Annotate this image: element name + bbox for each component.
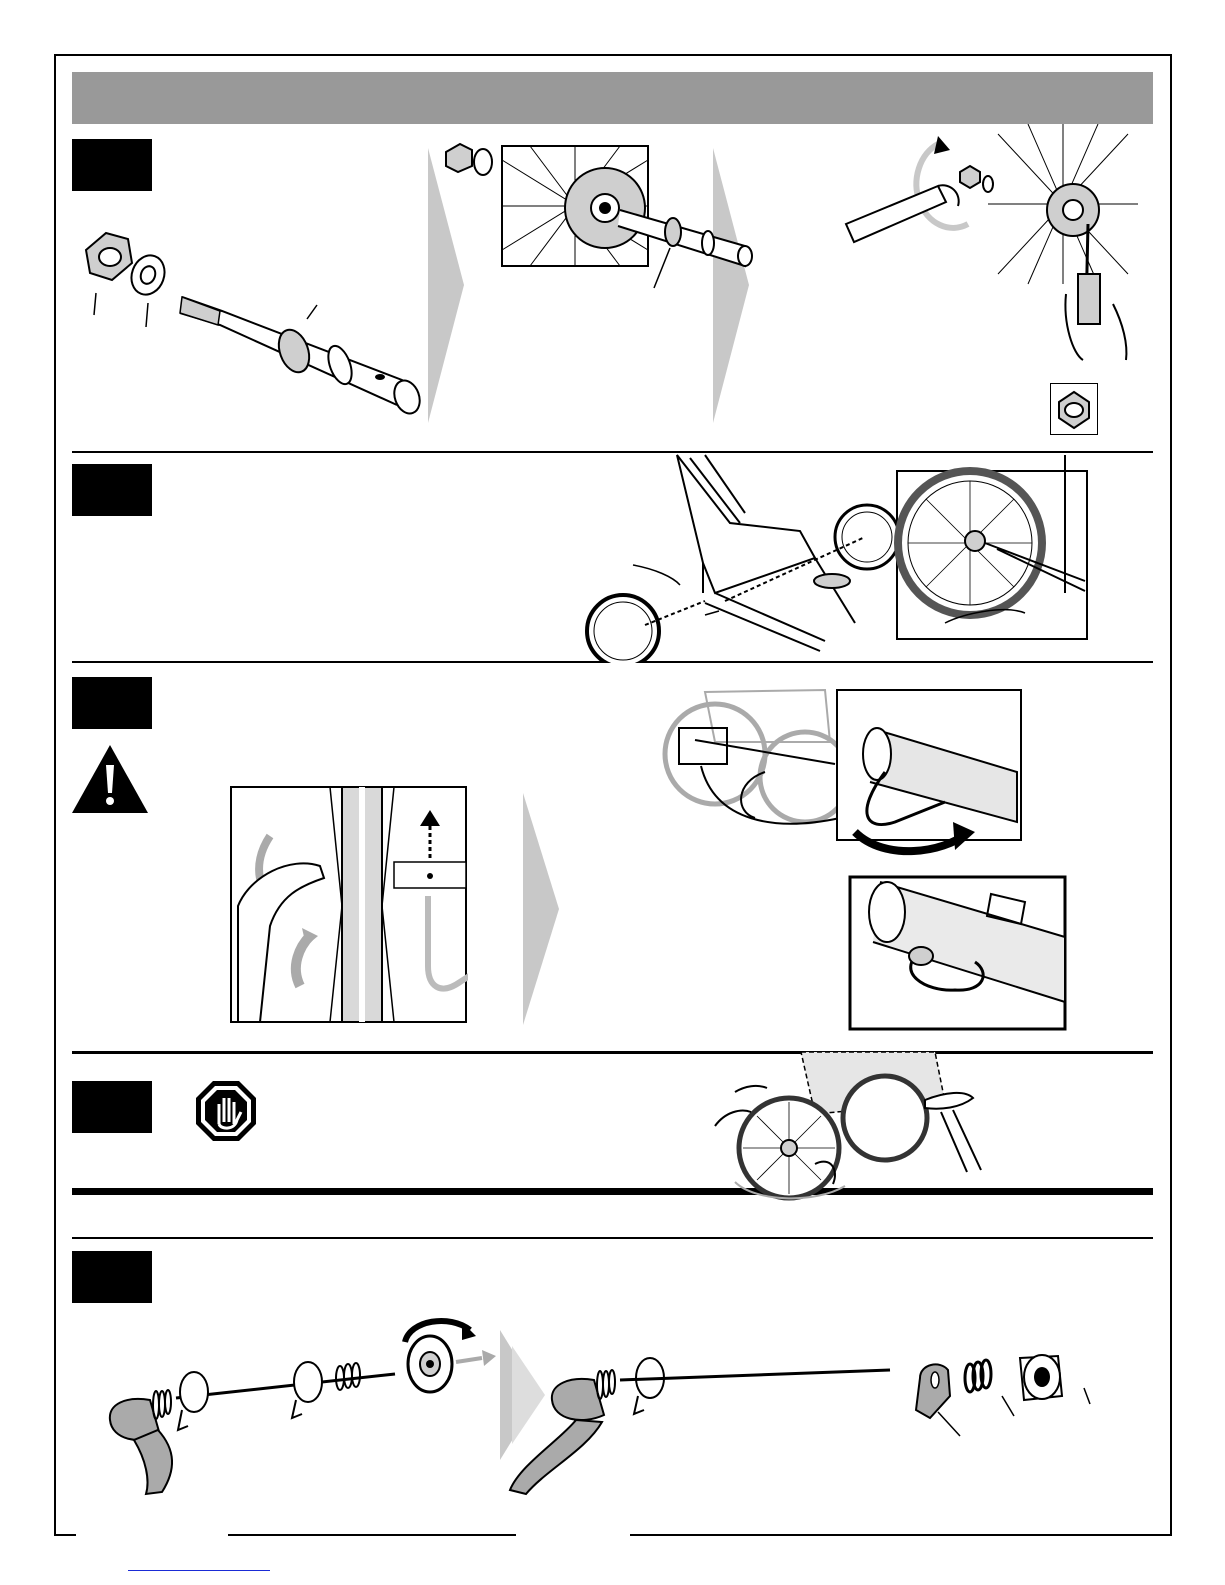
warning-triangle-icon [70,743,150,815]
sequence-arrow [523,793,563,1025]
divider [72,1237,1153,1239]
section-header-bar [72,72,1153,124]
stroller-wheel-attach-illustration [585,453,1105,663]
axle-parts-illustration [72,225,432,425]
footer-link-underline[interactable] [128,1570,270,1571]
stop-hand-icon [195,1080,257,1142]
pin-insertion-illustration [230,786,468,1024]
step-2-marker [72,464,152,516]
quick-release-illustration [90,1300,1130,1505]
step-5-marker [72,1251,152,1303]
pin-securing-illustration [655,672,1075,1042]
step-3-marker [72,677,152,729]
footer-gap [76,1532,228,1536]
wrench-tightening-illustration [838,124,1138,364]
nut-detail-inset [1050,383,1098,435]
step-1-marker [72,139,152,191]
wheel-check-illustration [705,1052,1005,1204]
hub-assembly-illustration [440,140,760,290]
footer-gap [516,1532,630,1536]
step-4-marker [72,1081,152,1133]
